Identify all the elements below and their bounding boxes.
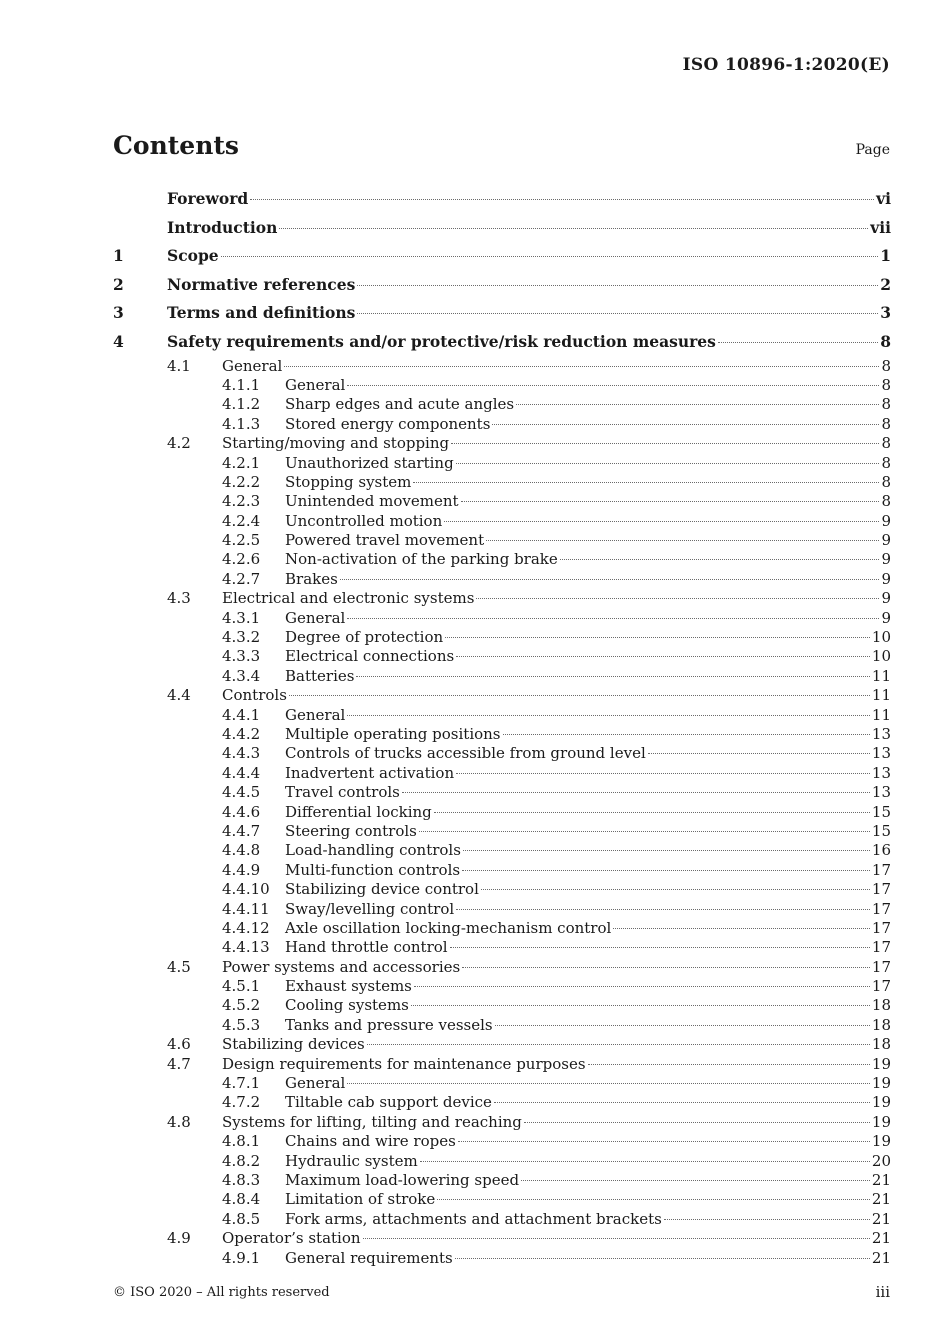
toc-entry[interactable] (113, 376, 891, 395)
toc-entry-page[interactable]: 21 (871, 1229, 891, 1248)
toc-entry-number: 4.2.4 (222, 511, 261, 530)
dot-leader (718, 341, 878, 343)
toc-entry[interactable] (113, 667, 891, 686)
toc-entry-page[interactable]: 19 (871, 1132, 891, 1151)
toc-entry-title[interactable]: Batteries (285, 666, 355, 685)
dot-leader (363, 1237, 870, 1239)
dot-leader (455, 1257, 870, 1259)
toc-entry-number: 4.5.2 (222, 996, 261, 1015)
toc-entry-page[interactable]: 17 (871, 977, 891, 996)
dot-leader (414, 985, 870, 987)
dot-leader (521, 1179, 870, 1181)
toc-entry[interactable] (113, 1016, 891, 1035)
toc-entry-number: 4.7 (167, 1054, 191, 1073)
toc-entry-title[interactable]: Operator’s station (222, 1229, 361, 1248)
dot-leader (221, 255, 879, 257)
toc-entry-page[interactable]: 10 (871, 628, 891, 647)
toc-entry-number: 4.5 (167, 957, 191, 976)
dot-leader (664, 1218, 870, 1220)
toc-entry[interactable] (113, 900, 891, 919)
dot-leader (492, 423, 879, 425)
toc-entry-page[interactable]: 8 (881, 472, 891, 491)
toc-entry-title[interactable]: General (285, 1074, 346, 1093)
toc-entry-page[interactable]: 9 (881, 511, 891, 530)
toc-entry-title[interactable]: Non-activation of the parking brake (285, 550, 558, 569)
dot-leader (250, 198, 874, 200)
toc-entry[interactable] (113, 1074, 891, 1093)
toc-entry[interactable] (113, 958, 891, 977)
toc-entry-title[interactable]: Scope (167, 246, 219, 266)
toc-entry-title[interactable]: Safety requirements and/or protective/risk reduction measures (167, 331, 716, 351)
toc-entry-title[interactable]: Uncontrolled motion (285, 511, 443, 530)
toc-entry-page[interactable]: 19 (871, 1093, 891, 1112)
toc-entry-title[interactable]: General requirements (285, 1248, 453, 1267)
toc-entry[interactable] (113, 841, 891, 860)
toc-entry-number: 4.9.1 (222, 1248, 261, 1267)
toc-entry-page[interactable]: 17 (871, 860, 891, 879)
toc-entry-title[interactable]: Stabilizing devices (222, 1035, 365, 1054)
toc-entry[interactable] (113, 861, 891, 880)
toc-entry-page[interactable]: 8 (881, 356, 891, 375)
dot-leader (340, 578, 879, 580)
toc-entry-title[interactable]: Load-handling controls (285, 841, 461, 860)
toc-entry[interactable] (113, 1113, 891, 1132)
toc-entry-number: 4.8.1 (222, 1132, 261, 1151)
dot-leader (463, 849, 870, 851)
toc-entry-page[interactable]: 18 (871, 1035, 891, 1054)
toc-entry-page[interactable]: 19 (871, 1074, 891, 1093)
dot-leader (450, 946, 870, 948)
toc-entry-number: 4.4.8 (222, 841, 261, 860)
toc-entry-page[interactable]: 17 (871, 918, 891, 937)
toc-entry-title[interactable]: Chains and wire ropes (285, 1132, 456, 1151)
toc-entry-number: 4.4.13 (222, 938, 270, 957)
toc-entry-page[interactable]: 21 (871, 1248, 891, 1267)
toc-entry-title[interactable]: Tiltable cab support device (285, 1093, 492, 1112)
toc-entry[interactable] (113, 744, 891, 763)
toc-entry-title[interactable]: Electrical connections (285, 647, 455, 666)
toc-entry-page[interactable]: vi (876, 189, 891, 208)
dot-leader (445, 636, 870, 638)
toc-entry-title[interactable]: Sway/levelling control (285, 899, 455, 918)
toc-entry-title[interactable]: Fork arms, attachments and attachment brackets (285, 1209, 662, 1228)
toc-entry-number: 4 (113, 331, 124, 351)
toc-entry-page[interactable]: 17 (871, 938, 891, 957)
toc-entry-number: 4.7.2 (222, 1093, 261, 1112)
toc-entry-page[interactable]: 20 (871, 1151, 891, 1170)
toc-entry[interactable] (113, 531, 891, 550)
toc-entry-number: 2 (113, 274, 124, 294)
toc-entry-number: 4.1.3 (222, 414, 261, 433)
toc-entry-page[interactable]: 3 (880, 303, 891, 323)
toc-entry-page[interactable]: 9 (881, 589, 891, 608)
dot-leader (419, 830, 870, 832)
toc-entry-page[interactable]: 2 (880, 274, 891, 294)
dot-leader (289, 694, 870, 696)
toc-entry-number: 4.4.12 (222, 918, 270, 937)
toc-entry-number: 4.4 (167, 686, 191, 705)
document-id-header: ISO 10896-1:2020(E) (682, 55, 890, 75)
toc-entry-number: 3 (113, 303, 124, 323)
toc-entry-number: 4.6 (167, 1035, 191, 1054)
toc-entry-number: 4.4.1 (222, 705, 261, 724)
toc-entry-page[interactable]: 17 (871, 899, 891, 918)
dot-leader (357, 312, 878, 314)
dot-leader (495, 1024, 870, 1026)
toc-entry-number: 4.2.6 (222, 550, 261, 569)
toc-entry-title[interactable]: Terms and definitions (167, 303, 356, 323)
toc-entry-title[interactable]: Axle oscillation locking-mechanism control (285, 918, 612, 937)
dot-leader (434, 811, 870, 813)
toc-entry-page[interactable]: 8 (881, 453, 891, 472)
toc-entry[interactable] (113, 473, 891, 492)
toc-entry-number: 4.3.4 (222, 666, 261, 685)
toc-entry-title[interactable]: Power systems and accessories (222, 957, 461, 976)
toc-entry-title[interactable]: Multiple operating positions (285, 724, 501, 743)
toc-entry-number: 4.8 (167, 1112, 191, 1131)
dot-leader (486, 539, 879, 541)
dot-leader (357, 284, 878, 286)
dot-leader (560, 558, 879, 560)
toc-entry-page[interactable]: 8 (881, 414, 891, 433)
toc-entry-number: 4.4.3 (222, 744, 261, 763)
toc-entry-page[interactable]: 8 (881, 395, 891, 414)
dot-leader (613, 927, 870, 929)
dot-leader (461, 500, 879, 502)
toc-entry-number: 4.2.2 (222, 472, 261, 491)
dot-leader (347, 384, 879, 386)
dot-leader (481, 888, 870, 890)
table-of-contents (113, 185, 891, 1268)
toc-entry[interactable] (113, 938, 891, 957)
toc-entry[interactable] (113, 706, 891, 725)
toc-entry-title[interactable]: Electrical and electronic systems (222, 589, 475, 608)
toc-entry[interactable] (113, 609, 891, 628)
toc-entry[interactable] (113, 1249, 891, 1268)
dot-leader (367, 1043, 870, 1045)
toc-entry-title[interactable]: Foreword (167, 189, 249, 208)
toc-entry[interactable] (113, 647, 891, 666)
toc-entry-number: 4.2.5 (222, 531, 261, 550)
dot-leader (456, 908, 870, 910)
toc-entry-number: 4.3 (167, 589, 191, 608)
dot-leader (456, 462, 879, 464)
toc-entry-page[interactable]: 13 (871, 724, 891, 743)
toc-entry-page[interactable]: 9 (881, 550, 891, 569)
toc-entry-number: 4.3.1 (222, 608, 261, 627)
toc-entry-page[interactable]: 9 (881, 531, 891, 550)
dot-leader (402, 791, 870, 793)
toc-entry-title[interactable]: Stopping system (285, 472, 412, 491)
toc-entry-number: 4.2 (167, 434, 191, 453)
toc-entry-title[interactable]: General (285, 705, 346, 724)
toc-entry-number: 4.8.4 (222, 1190, 261, 1209)
toc-entry-title[interactable]: General (222, 356, 283, 375)
page-number: iii (875, 1283, 890, 1301)
toc-entry-page[interactable]: 8 (881, 434, 891, 453)
dot-leader (476, 597, 879, 599)
dot-leader (347, 714, 870, 716)
dot-leader (516, 403, 879, 405)
toc-entry[interactable] (113, 764, 891, 783)
toc-entry-page[interactable]: 17 (871, 880, 891, 899)
toc-entry-title[interactable]: Normative references (167, 274, 356, 294)
dot-leader (411, 1004, 870, 1006)
dot-leader (503, 733, 870, 735)
toc-entry-number: 4.8.3 (222, 1170, 261, 1189)
toc-entry-number: 4.5.3 (222, 1015, 261, 1034)
copyright-footer: © ISO 2020 – All rights reserved (113, 1285, 330, 1300)
dot-leader (648, 752, 870, 754)
toc-entry[interactable] (113, 1035, 891, 1054)
toc-entry-page[interactable]: vii (870, 217, 891, 237)
toc-entry-page[interactable]: 17 (871, 957, 891, 976)
toc-entry-title[interactable]: Unauthorized starting (285, 453, 454, 472)
toc-entry-title[interactable]: Inadvertent activation (285, 763, 455, 782)
dot-leader (444, 520, 879, 522)
toc-entry[interactable] (113, 725, 891, 744)
toc-entry-page[interactable]: 9 (881, 569, 891, 588)
toc-entry-number: 4.4.7 (222, 821, 261, 840)
toc-entry-page[interactable]: 9 (881, 608, 891, 627)
toc-entry-title[interactable]: Hand throttle control (285, 938, 448, 957)
toc-entry[interactable] (113, 803, 891, 822)
toc-entry-number: 4.2.7 (222, 569, 261, 588)
toc-entry-title[interactable]: Sharp edges and acute angles (285, 395, 515, 414)
toc-entry-title[interactable]: Design requirements for maintenance purposes (222, 1054, 586, 1073)
toc-entry-number: 4.4.9 (222, 860, 261, 879)
dot-leader (451, 442, 879, 444)
toc-entry-number: 4.1 (167, 356, 191, 375)
toc-entry-number: 4.1.1 (222, 375, 261, 394)
toc-entry-title[interactable]: Systems for lifting, tilting and reaching (222, 1112, 522, 1131)
toc-entry[interactable] (113, 1093, 891, 1112)
toc-entry-page[interactable]: 11 (871, 686, 891, 705)
toc-entry-page[interactable]: 11 (871, 705, 891, 724)
toc-entry-title[interactable]: Unintended movement (285, 492, 459, 511)
toc-entry-title[interactable]: Brakes (285, 569, 338, 588)
toc-entry-title[interactable]: Degree of protection (285, 628, 444, 647)
toc-entry-page[interactable]: 1 (880, 246, 891, 266)
toc-entry-number: 4.7.1 (222, 1074, 261, 1093)
dot-leader (437, 1198, 870, 1200)
toc-entry-page[interactable]: 19 (871, 1054, 891, 1073)
toc-entry-number: 4.9 (167, 1229, 191, 1248)
dot-leader (462, 869, 870, 871)
contents-title: Contents (113, 131, 240, 160)
toc-entry-number: 4.4.4 (222, 763, 261, 782)
toc-entry[interactable] (113, 492, 891, 511)
toc-entry-title[interactable]: Multi-function controls (285, 860, 461, 879)
toc-entry[interactable] (113, 328, 891, 357)
dot-leader (279, 227, 868, 229)
toc-entry-title[interactable]: Stored energy components (285, 414, 491, 433)
toc-entry[interactable] (113, 628, 891, 647)
toc-entry-page[interactable]: 13 (871, 744, 891, 763)
toc-entry-title[interactable]: Stabilizing device control (285, 880, 479, 899)
toc-entry-title[interactable]: Steering controls (285, 821, 417, 840)
toc-entry-title[interactable]: Travel controls (285, 783, 400, 802)
dot-leader (524, 1121, 870, 1123)
toc-entry[interactable] (113, 299, 891, 328)
dot-leader (420, 1160, 870, 1162)
toc-entry[interactable] (113, 919, 891, 938)
dot-leader (356, 675, 869, 677)
toc-entry[interactable] (113, 454, 891, 473)
toc-entry[interactable] (113, 822, 891, 841)
toc-entry-number: 4.2.1 (222, 453, 261, 472)
toc-entry[interactable] (113, 570, 891, 589)
toc-entry-number: 4.5.1 (222, 977, 261, 996)
toc-entry[interactable] (113, 512, 891, 531)
dot-leader (458, 1140, 870, 1142)
toc-entry[interactable] (113, 1171, 891, 1190)
toc-entry[interactable] (113, 977, 891, 996)
toc-entry-page[interactable]: 13 (871, 783, 891, 802)
toc-entry-page[interactable]: 10 (871, 647, 891, 666)
toc-entry[interactable] (113, 415, 891, 434)
toc-entry-number: 4.4.10 (222, 880, 270, 899)
toc-entry[interactable] (113, 1210, 891, 1229)
toc-entry[interactable] (113, 783, 891, 802)
toc-entry-page[interactable]: 21 (871, 1190, 891, 1209)
toc-entry[interactable] (113, 1132, 891, 1151)
toc-entry[interactable] (113, 880, 891, 899)
toc-entry-number: 4.4.11 (222, 899, 270, 918)
toc-entry-title[interactable]: Cooling systems (285, 996, 409, 1015)
toc-entry[interactable] (113, 686, 891, 705)
toc-entry-page[interactable]: 8 (881, 375, 891, 394)
toc-entry-title[interactable]: Hydraulic system (285, 1151, 418, 1170)
dot-leader (413, 481, 879, 483)
toc-entry-title[interactable]: Limitation of stroke (285, 1190, 436, 1209)
toc-entry-number: 4.4.2 (222, 724, 261, 743)
toc-entry-title[interactable]: Starting/moving and stopping (222, 434, 450, 453)
toc-entry-page[interactable]: 11 (871, 666, 891, 685)
dot-leader (347, 1082, 870, 1084)
toc-entry-page[interactable]: 15 (871, 821, 891, 840)
toc-entry-page[interactable]: 8 (880, 331, 891, 351)
dot-leader (347, 617, 879, 619)
toc-entry[interactable] (113, 434, 891, 453)
toc-entry-page[interactable]: 15 (871, 802, 891, 821)
toc-entry[interactable] (113, 395, 891, 414)
toc-entry[interactable] (113, 242, 891, 271)
toc-entry[interactable] (113, 1055, 891, 1074)
toc-entry-title[interactable]: Controls of trucks accessible from ground level (285, 744, 646, 763)
toc-entry-page[interactable]: 16 (871, 841, 891, 860)
toc-entry[interactable] (113, 1190, 891, 1209)
toc-entry-title[interactable]: Exhaust systems (285, 977, 412, 996)
toc-entry-page[interactable]: 21 (871, 1209, 891, 1228)
dot-leader (494, 1101, 870, 1103)
dot-leader (462, 966, 870, 968)
toc-entry-number: 4.8.5 (222, 1209, 261, 1228)
toc-entry[interactable] (113, 589, 891, 608)
toc-entry-title[interactable]: Tanks and pressure vessels (285, 1015, 493, 1034)
dot-leader (456, 655, 870, 657)
toc-entry[interactable] (113, 996, 891, 1015)
toc-entry[interactable] (113, 357, 891, 376)
dot-leader (284, 365, 879, 367)
toc-entry-number: 4.2.3 (222, 492, 261, 511)
toc-entry-page[interactable]: 8 (881, 492, 891, 511)
toc-entry[interactable] (113, 185, 891, 214)
toc-entry-page[interactable]: 19 (871, 1112, 891, 1131)
toc-entry[interactable] (113, 1229, 891, 1248)
toc-entry-title[interactable]: Controls (222, 686, 287, 705)
toc-entry-number: 4.3.3 (222, 647, 261, 666)
toc-entry[interactable] (113, 271, 891, 300)
toc-entry-number: 4.4.6 (222, 802, 261, 821)
toc-entry-title[interactable]: General (285, 375, 346, 394)
toc-entry-title[interactable]: Maximum load-lowering speed (285, 1170, 520, 1189)
toc-entry-number: 4.3.2 (222, 628, 261, 647)
dot-leader (456, 772, 870, 774)
toc-entry-title[interactable]: Introduction (167, 217, 278, 237)
toc-entry[interactable] (113, 550, 891, 569)
toc-entry-page[interactable]: 18 (871, 1015, 891, 1034)
toc-entry-title[interactable]: General (285, 608, 346, 627)
toc-entry-number: 4.1.2 (222, 395, 261, 414)
toc-entry-page[interactable]: 13 (871, 763, 891, 782)
toc-entry-page[interactable]: 21 (871, 1170, 891, 1189)
toc-entry-title[interactable]: Powered travel movement (285, 531, 485, 550)
toc-entry-page[interactable]: 18 (871, 996, 891, 1015)
toc-entry[interactable] (113, 214, 891, 243)
toc-entry-title[interactable]: Differential locking (285, 802, 432, 821)
toc-entry-number: 1 (113, 246, 124, 266)
dot-leader (588, 1063, 870, 1065)
toc-entry-number: 4.4.5 (222, 783, 261, 802)
page-column-label: Page (855, 142, 890, 158)
toc-entry[interactable] (113, 1152, 891, 1171)
toc-entry-number: 4.8.2 (222, 1151, 261, 1170)
